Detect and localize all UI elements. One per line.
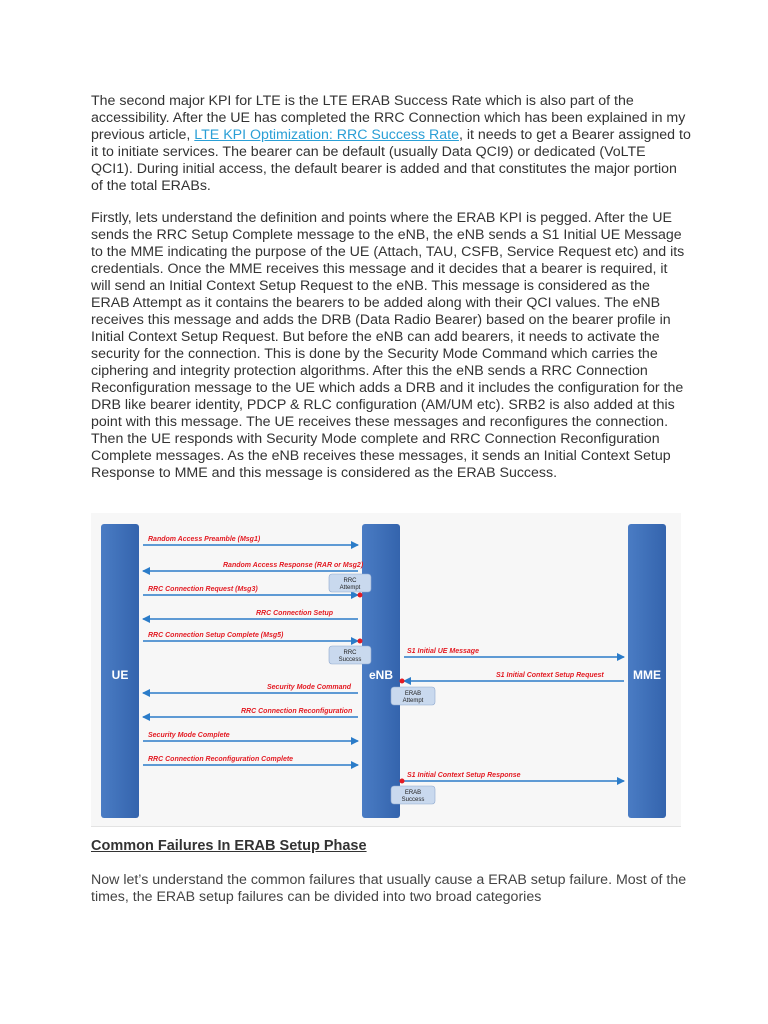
msg2-label: Random Access Response (RAR or Msg2) [223,562,364,569]
erab-signalling-diagram [91,513,681,827]
security-mode-complete-label: Security Mode Complete [148,732,230,739]
rrc-reconfig-label: RRC Connection Reconfiguration [241,708,353,715]
msg5-label: RRC Connection Setup Complete (Msg5) [148,632,284,639]
rrc-attempt-badge-line1: RRC [343,578,357,584]
enb-label: eNB [368,668,394,682]
rrc-success-badge-line1: RRC [343,650,357,656]
erab-definition-paragraph: Firstly, lets understand the definition and points where the ERAB KPI is pegged. After the UE sends the RRC Setup Complete message to the eNB, the eNB sends a S1 Initial UE Message to the MME indicating the purpose of the UE (Attach, TAU, CSFB, Service Request etc) and its credentials. Once the MME receives this message and it decides that a bearer is required, it will send an Initial Context Setup Request to the eNB. This message is considered as the ERAB Attempt as it contains the bearers to be added along with their QCI values. The eNB receives this message and adds the DRB (Data Radio Bearer) based on the bearer profile in Initial Context Setup Request. But before the eNB can add bearers, it needs to activate the security for the connection. This is done by the Security Mode Command which carries the ciphering and integrity protection algorithms. After this the eNB sends a RRC Connection Reconfiguration message to the UE which adds a DRB and it includes the configuration for the DRB like bearer identity, PDCP & RLC configuration (AM/UM etc). SRB2 is also added at this point with this message. The UE receives these messages and reconfigures the connection. Then the UE responds with Security Mode complete and RRC Connection Reconfiguration Complete messages. As the eNB receives these messages, it sends an Initial Context Setup Response to MME and this message is considered as the ERAB Success. [91,210,685,481]
msg3-label: RRC Connection Request (Msg3) [148,586,258,593]
rrc-attempt-marker [358,593,363,598]
intro-text-after-link: , it needs to get a Bearer assigned to it to initiate services. The bearer can be default (usually Data QCI9) or dedicated (VoLTE QCI1). During initial access, the default bearer is added and that constitutes the major portion of the total ERABs. [91,127,691,194]
s1-initial-ue-label: S1 Initial UE Message [407,648,479,655]
rrc-success-marker [358,639,363,644]
ue-label: UE [111,668,129,682]
rrc-reconfig-complete-label: RRC Connection Reconfiguration Complete [148,756,294,763]
erab-attempt-badge-line1: ERAB [404,691,422,697]
erab-success-marker [400,779,405,784]
erab-attempt-marker [400,679,405,684]
erab-success-badge-line2: Success [401,797,425,803]
s1-ics-response-label: S1 Initial Context Setup Response [407,772,521,779]
section-heading: Common Failures In ERAB Setup Phase [91,838,367,854]
erab-success-badge-line1: ERAB [404,790,422,796]
signalling-flow-svg [91,513,681,826]
mme-label: MME [633,668,661,682]
s1-ics-request-label: S1 Initial Context Setup Request [496,672,604,679]
rrc-success-rate-article-link[interactable]: LTE KPI Optimization: RRC Success Rate [194,127,459,143]
failures-intro-paragraph: Now let’s understand the common failures that usually cause a ERAB setup failure. Most of the times, the ERAB setup failures can be divided into two broad categories [91,872,687,905]
rrc-attempt-badge-line2: Attempt [339,585,361,591]
security-mode-command-label: Security Mode Command [267,684,352,691]
msg4-label: RRC Connection Setup [256,610,333,617]
intro-text-before-link: The second major KPI for LTE is the LTE ERAB Success Rate which is also part of the accessibility. After the UE has completed the RRC Connection which has been explained in my previous article, [91,93,686,143]
msg1-label: Random Access Preamble (Msg1) [148,536,261,543]
rrc-success-badge-line2: Success [338,657,362,663]
intro-paragraph [91,93,691,195]
erab-attempt-badge-line2: Attempt [402,698,424,704]
